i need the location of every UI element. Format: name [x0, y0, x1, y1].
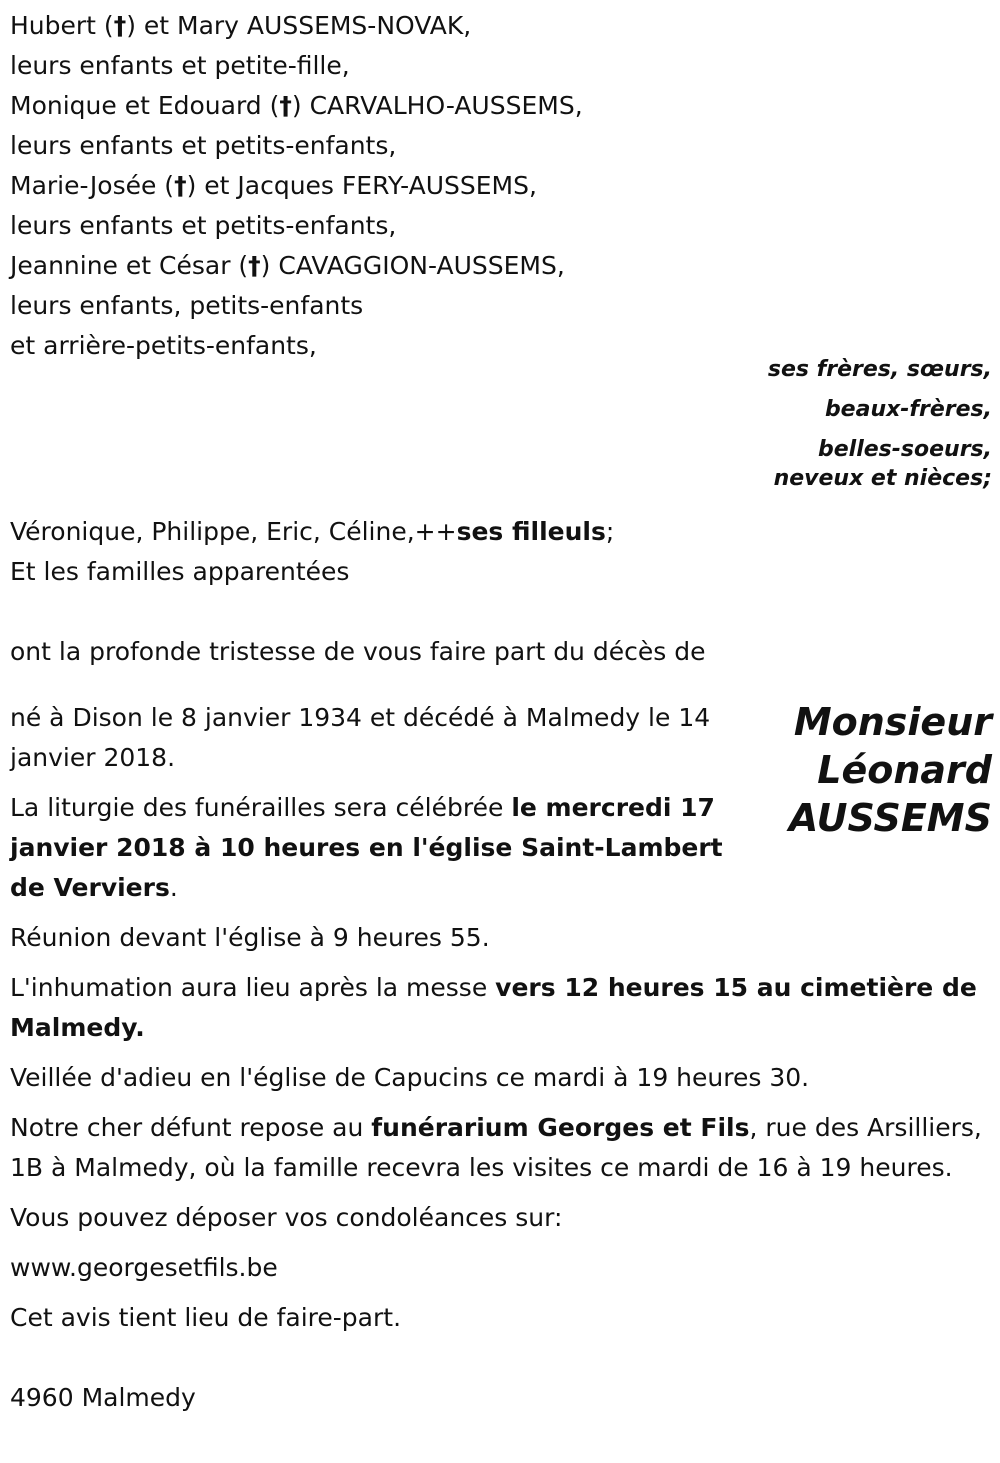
- family-line: leurs enfants et petits-enfants,: [10, 211, 397, 240]
- condolences: Vous pouvez déposer vos condoléances sur:: [10, 1203, 563, 1232]
- notice: Cet avis tient lieu de faire-part.: [10, 1303, 402, 1332]
- deceased-last-name: AUSSEMS: [788, 796, 992, 840]
- family-line: Marie-Josée (†) et Jacques FERY-AUSSEMS,: [10, 171, 537, 200]
- family-line: Hubert (†) et Mary AUSSEMS-NOVAK,: [10, 11, 472, 40]
- details-section: [10, 698, 992, 1418]
- announcement: ont la profonde tristesse de vous faire part du décès de: [10, 637, 706, 666]
- cross-icon: †: [174, 171, 187, 200]
- funerarium: Notre cher défunt repose au funérarium Georges et Fils, rue des Arsilliers, 1B à Malmedy, où la famille recevra les visites ce mardi de 16 à 19 heures.: [10, 1113, 982, 1182]
- reunion: Réunion devant l'église à 9 heures 55.: [10, 923, 490, 952]
- deceased-first-name: Léonard: [817, 748, 992, 792]
- address: 4960 Malmedy: [10, 1383, 196, 1412]
- liturgy: La liturgie des funérailles sera célébrée le mercredi 17 janvier 2018 à 10 heures en l'église Saint-Lambert de Verviers.: [10, 793, 723, 902]
- birth-death: né à Dison le 8 janvier 1934 et décédé à Malmedy le 14 janvier 2018.: [10, 703, 711, 772]
- siblings-block: [10, 350, 992, 490]
- burial: L'inhumation aura lieu après la messe vers 12 heures 15 au cimetière de Malmedy.: [10, 973, 977, 1042]
- family-line: Jeannine et César (†) CAVAGGION-AUSSEMS,: [10, 251, 565, 280]
- siblings-line: beaux-frères,: [824, 397, 992, 422]
- deceased-title: Monsieur: [793, 700, 992, 744]
- website-link[interactable]: www.georgesetfils.be: [10, 1253, 278, 1282]
- family-line: leurs enfants, petits-enfants: [10, 291, 364, 320]
- vigil: Veillée d'adieu en l'église de Capucins ce mardi à 19 heures 30.: [10, 1063, 810, 1092]
- family-line: leurs enfants et petite-fille,: [10, 51, 350, 80]
- siblings-line: ses frères, sœurs,: [767, 357, 992, 382]
- filleuls-line: Véronique, Philippe, Eric, Céline,++ses filleuls;: [10, 517, 615, 546]
- cross-icon: †: [248, 251, 261, 280]
- families-line: Et les familles apparentées: [10, 557, 350, 586]
- deceased-name: [752, 698, 992, 842]
- obituary-notice: [10, 6, 992, 1428]
- siblings-line: neveux et nièces;: [773, 466, 992, 491]
- cross-icon: †: [279, 91, 292, 120]
- family-line: Monique et Edouard (†) CARVALHO-AUSSEMS,: [10, 91, 583, 120]
- family-line: leurs enfants et petits-enfants,: [10, 131, 397, 160]
- family-list: [10, 6, 992, 366]
- family-line: et arrière-petits-enfants,: [10, 331, 317, 360]
- siblings-line: belles-soeurs,: [818, 437, 992, 462]
- cross-icon: †: [113, 11, 127, 40]
